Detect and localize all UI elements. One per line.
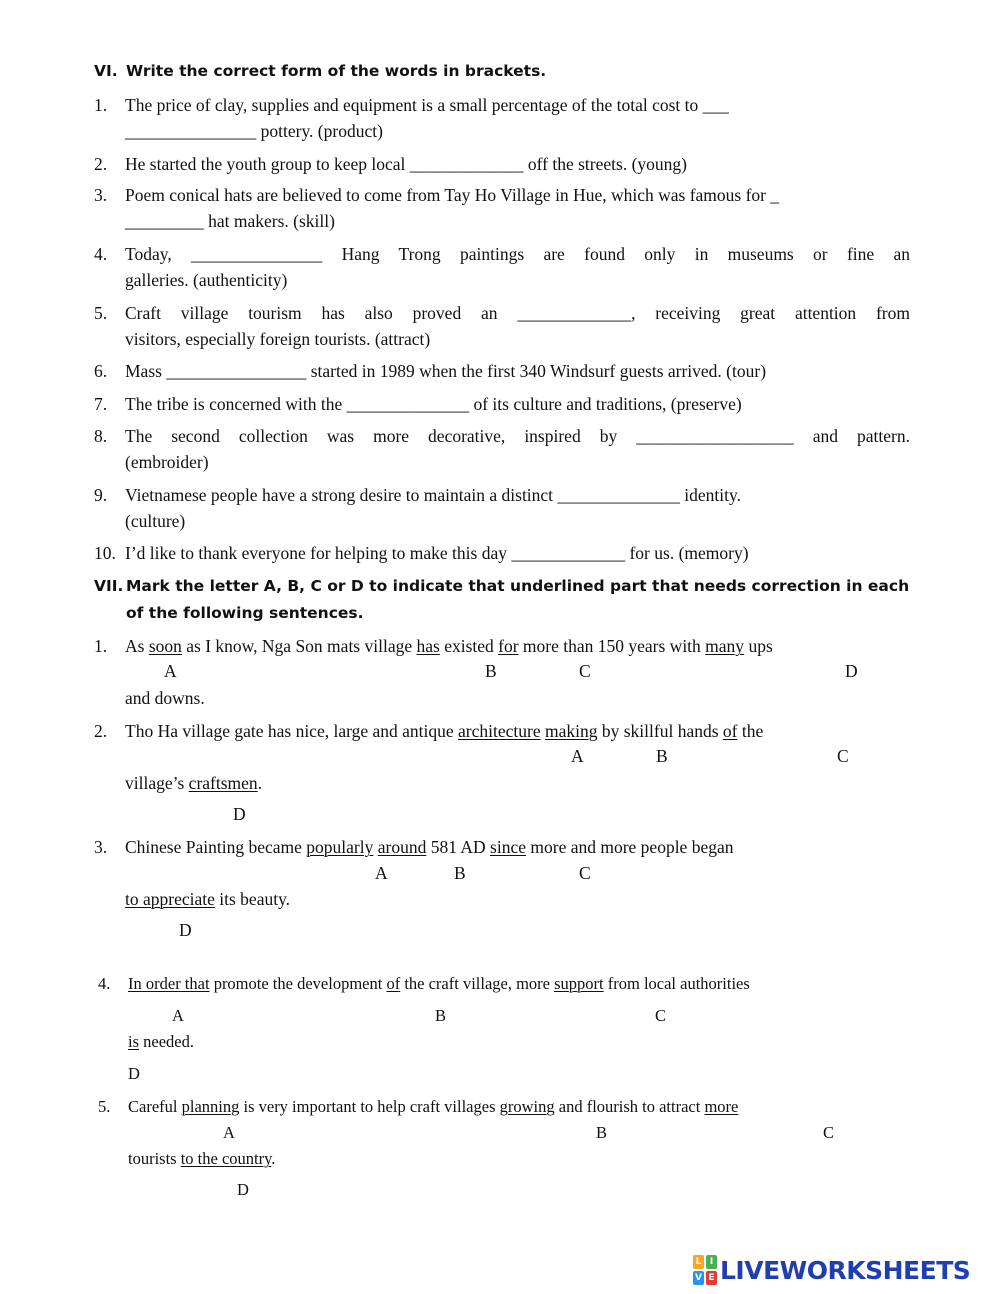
question-text: Chinese Painting became popularly around 581 AD since more and more people began — [125, 837, 734, 857]
logo-text: LIVEWORKSHEETS — [720, 1255, 971, 1285]
question-text-cont: tourists to the country. — [128, 1149, 276, 1168]
question-text: Tho Ha village gate has nice, large and antique architecture making by skillful hands of the — [125, 721, 764, 741]
question-number: 5. — [98, 1097, 111, 1116]
option-label-a: A — [172, 1006, 184, 1025]
question-item: 10. I’d like to thank everyone for helping to make this day _____________ for us. (memory) — [94, 543, 749, 563]
question-text: As soon as I know, Nga Son mats village has existed for more than 150 years with many ups — [125, 636, 773, 656]
section-vii-heading — [94, 573, 909, 627]
question-text: Careful planning is very important to help craft villages growing and flourish to attract more — [128, 1097, 739, 1116]
option-label-a: A — [375, 863, 388, 883]
section-title-cont: of the following sentences. — [126, 604, 364, 622]
question-item: 2. He started the youth group to keep local _____________ off the streets. (young) — [94, 154, 687, 174]
option-label-d: D — [179, 920, 192, 940]
option-label-c: C — [655, 1006, 667, 1025]
question-text-cont: is needed. — [128, 1032, 194, 1051]
liveworksheets-logo[interactable] — [693, 1255, 970, 1285]
question-item: 8. The second collection was more decorative, inspired by __________________ and pattern. (embroider) — [94, 426, 910, 472]
option-label-d: D — [237, 1180, 249, 1199]
question-item: 6. Mass ________________ started in 1989 when the first 340 Windsurf guests arrived. (tour) — [94, 361, 767, 381]
question-text-cont: to appreciate its beauty. — [125, 889, 291, 909]
section-title: Write the correct form of the words in brackets. — [126, 62, 547, 80]
section-vi-heading — [94, 58, 546, 85]
option-label-a: A — [223, 1123, 235, 1142]
question-number: 1. — [94, 636, 108, 656]
question-item: 4. Today, _______________ Hang Trong paintings are found only in museums or fine an galleries. (authenticity) — [94, 244, 910, 290]
option-label-b: B — [454, 863, 466, 883]
option-label-c: C — [837, 746, 849, 766]
section-number: VII. — [94, 577, 124, 595]
option-label-b: B — [596, 1123, 608, 1142]
option-label-a: A — [164, 661, 177, 681]
option-label-b: B — [656, 746, 668, 766]
logo-mark-icon: L I V E — [693, 1255, 717, 1285]
option-label-c: C — [823, 1123, 835, 1142]
option-label-b: B — [485, 661, 497, 681]
question-text-cont: and downs. — [125, 688, 205, 708]
option-label-a: A — [571, 746, 584, 766]
question-item: 1. The price of clay, supplies and equipment is a small percentage of the total cost to ___ _______________ pottery. (product) — [94, 95, 729, 141]
option-label-b: B — [435, 1006, 447, 1025]
question-text-cont: village’s craftsmen. — [125, 773, 263, 793]
section-number: VI. — [94, 62, 118, 80]
question-item: 9. Vietnamese people have a strong desire to maintain a distinct ______________ identity. (culture) — [94, 485, 742, 531]
question-number: 4. — [98, 974, 111, 993]
option-label-c: C — [579, 863, 591, 883]
question-number: 3. — [94, 837, 108, 857]
question-number: 2. — [94, 721, 108, 741]
question-item: 3. Poem conical hats are believed to come from Tay Ho Village in Hue, which was famous for _ _________ hat makers. (skill) — [94, 185, 780, 231]
option-label-c: C — [579, 661, 591, 681]
option-label-d: D — [233, 804, 246, 824]
option-label-d: D — [845, 661, 858, 681]
question-item: 7. The tribe is concerned with the ______________ of its culture and traditions, (preserve) — [94, 394, 742, 414]
section-title: Mark the letter A, B, C or D to indicate that underlined part that needs correction in each — [126, 577, 910, 595]
option-label-d: D — [128, 1064, 140, 1083]
question-text: In order that promote the development of the craft village, more support from local authorities — [128, 974, 750, 993]
question-item: 5. Craft village tourism has also proved an _____________, receiving great attention from visitors, especially foreign tourists. (attract) — [94, 303, 910, 349]
